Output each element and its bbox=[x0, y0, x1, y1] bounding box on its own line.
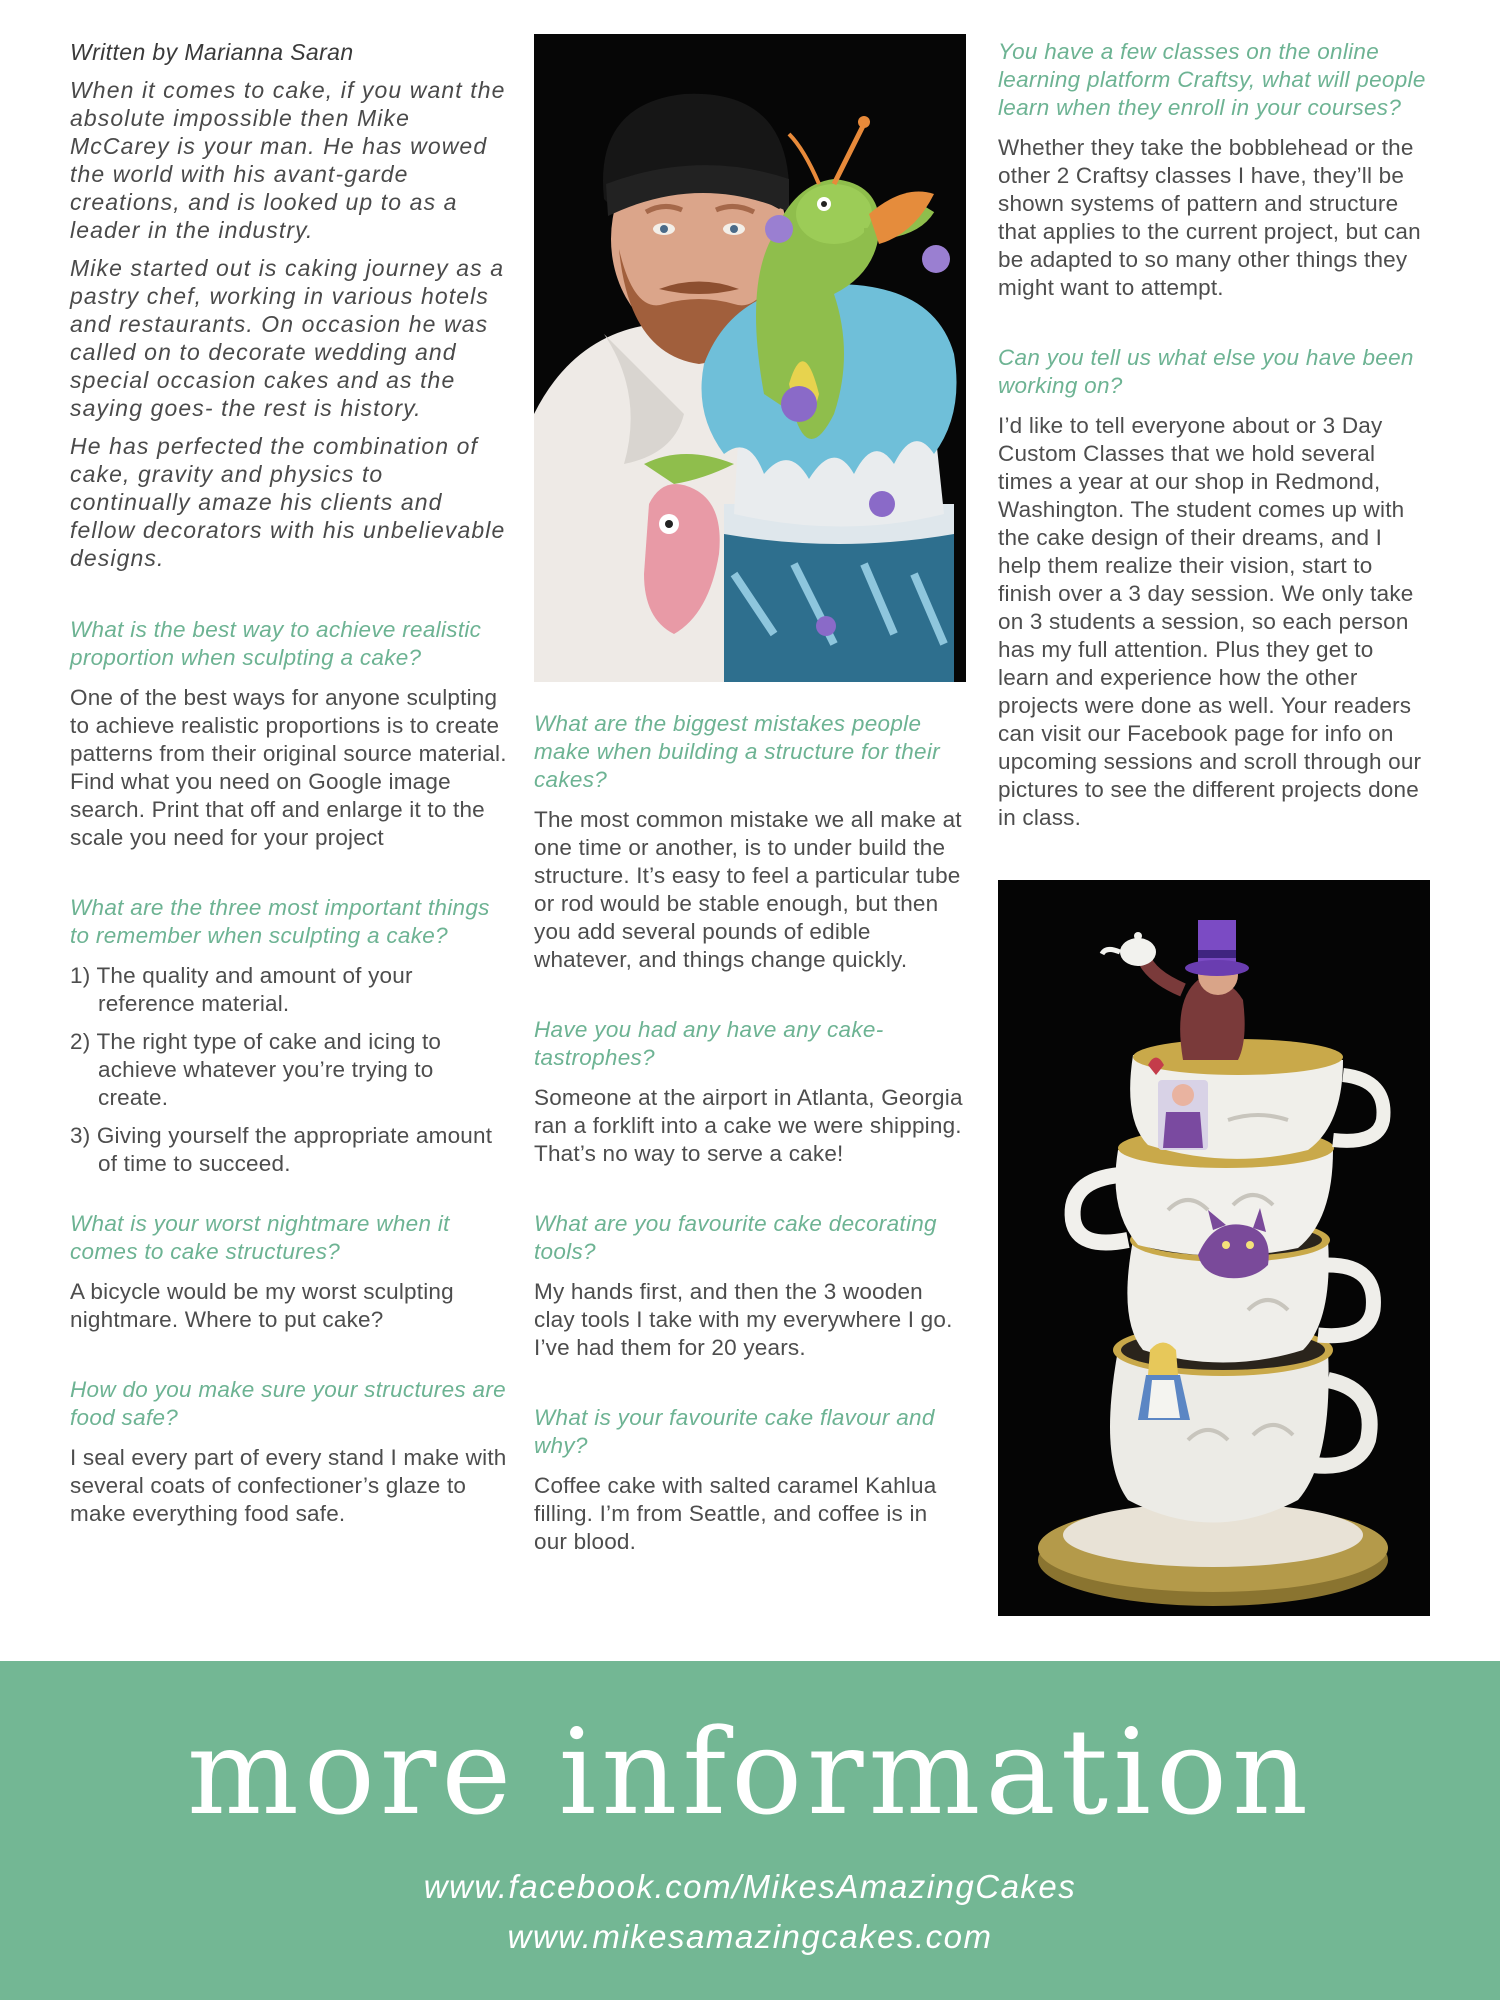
answer-text: I’d like to tell everyone about or 3 Day Custom Classes that we hold several times a year at our shop in Redmond, Washington. The student comes up with the cake design of their dreams, and I help them realize their vision, start to finish over a 3 day session. We only take on 3 students a session, so each person has my full attention. Plus they get to learn and experience how the other projects were done as well. Your readers can visit our Facebook page for info on upcoming sessions and scroll through our pictures to see the different projects done in class. bbox=[998, 413, 1422, 830]
answer-text: Coffee cake with salted caramel Kahlua filling. I’m from Seattle, and coffee is in our blood. bbox=[534, 1473, 937, 1554]
byline: Written by Marianna Saran bbox=[70, 39, 354, 65]
question-heading: Can you tell us what else you have been working on? bbox=[998, 345, 1414, 398]
column-left bbox=[70, 34, 510, 1528]
answer-text: A bicycle would be my worst sculpting nightmare. Where to put cake? bbox=[70, 1279, 454, 1332]
more-information-heading: more information bbox=[187, 1703, 1313, 1841]
question-heading: What is your favourite cake flavour and why? bbox=[534, 1405, 935, 1458]
answer-text: Someone at the airport in Atlanta, Georgia ran a forklift into a cake we were shipping. That’s no way to serve a cake! bbox=[534, 1085, 963, 1166]
list-item: 1) The quality and amount of your reference material. bbox=[70, 963, 413, 1016]
numbered-list bbox=[70, 962, 510, 1178]
question-heading: You have a few classes on the online learning platform Craftsy, what will people learn when they enroll in your courses? bbox=[998, 39, 1426, 120]
more-information-band bbox=[0, 1661, 1500, 2000]
question-heading: How do you make sure your structures are food safe? bbox=[70, 1377, 506, 1430]
intro-paragraph: When it comes to cake, if you want the absolute impossible then Mike McCarey is your man. He has wowed the world with his avant-garde creations, and is looked up to as a leader in the industry. bbox=[70, 77, 506, 243]
answer-text: One of the best ways for anyone sculpting to achieve realistic proportions is to create patterns from their original source material. Find what you need on Google image search. Print that off and enlarge it to the scale you need for your project bbox=[70, 685, 507, 850]
list-item: 2) The right type of cake and icing to achieve whatever you’re trying to create. bbox=[70, 1029, 442, 1110]
column-right bbox=[998, 34, 1430, 1616]
question-heading: Have you had any have any cake-tastrophes? bbox=[534, 1017, 884, 1070]
stacked-teacup-cake-photo bbox=[998, 880, 1430, 1616]
question-heading: What is your worst nightmare when it comes to cake structures? bbox=[70, 1211, 450, 1264]
question-heading: What are you favourite cake decorating tools? bbox=[534, 1211, 937, 1264]
answer-text: The most common mistake we all make at one time or another, is to under build the structure. It’s easy to feel a particular tube or rod would be stable enough, but then you add several pounds of edible whatever, and things change quickly. bbox=[534, 807, 962, 972]
intro-paragraph: Mike started out is caking journey as a pastry chef, working in various hotels and restaurants. On occasion he was called on to decorate wedding and special occasion cakes and as the saying goes- the rest is history. bbox=[70, 255, 505, 421]
list-item: 3) Giving yourself the appropriate amount of time to succeed. bbox=[70, 1123, 493, 1176]
question-heading: What are the three most important things to remember when sculpting a cake? bbox=[70, 895, 490, 948]
intro-paragraph: He has perfected the combination of cake, gravity and physics to continually amaze his clients and fellow decorators with his unbelievable designs. bbox=[70, 433, 506, 571]
website-link[interactable]: www.mikesamazingcakes.com bbox=[507, 1918, 993, 1956]
answer-text: I seal every part of every stand I make with several coats of confectioner’s glaze to make everything food safe. bbox=[70, 1445, 507, 1526]
answer-text: My hands first, and then the 3 wooden clay tools I take with my everywhere I go. I’ve had them for 20 years. bbox=[534, 1279, 953, 1360]
column-middle bbox=[534, 34, 966, 1556]
chef-with-dragon-cake-photo bbox=[534, 34, 966, 682]
answer-text: Whether they take the bobblehead or the other 2 Craftsy classes I have, they’ll be shown systems of pattern and structure that applies to the current project, but can be adapted to so many other things they might want to attempt. bbox=[998, 135, 1421, 300]
question-heading: What are the biggest mistakes people make when building a structure for their cakes? bbox=[534, 711, 940, 792]
facebook-link[interactable]: www.facebook.com/MikesAmazingCakes bbox=[423, 1868, 1077, 1905]
question-heading: What is the best way to achieve realistic proportion when sculpting a cake? bbox=[70, 617, 482, 670]
